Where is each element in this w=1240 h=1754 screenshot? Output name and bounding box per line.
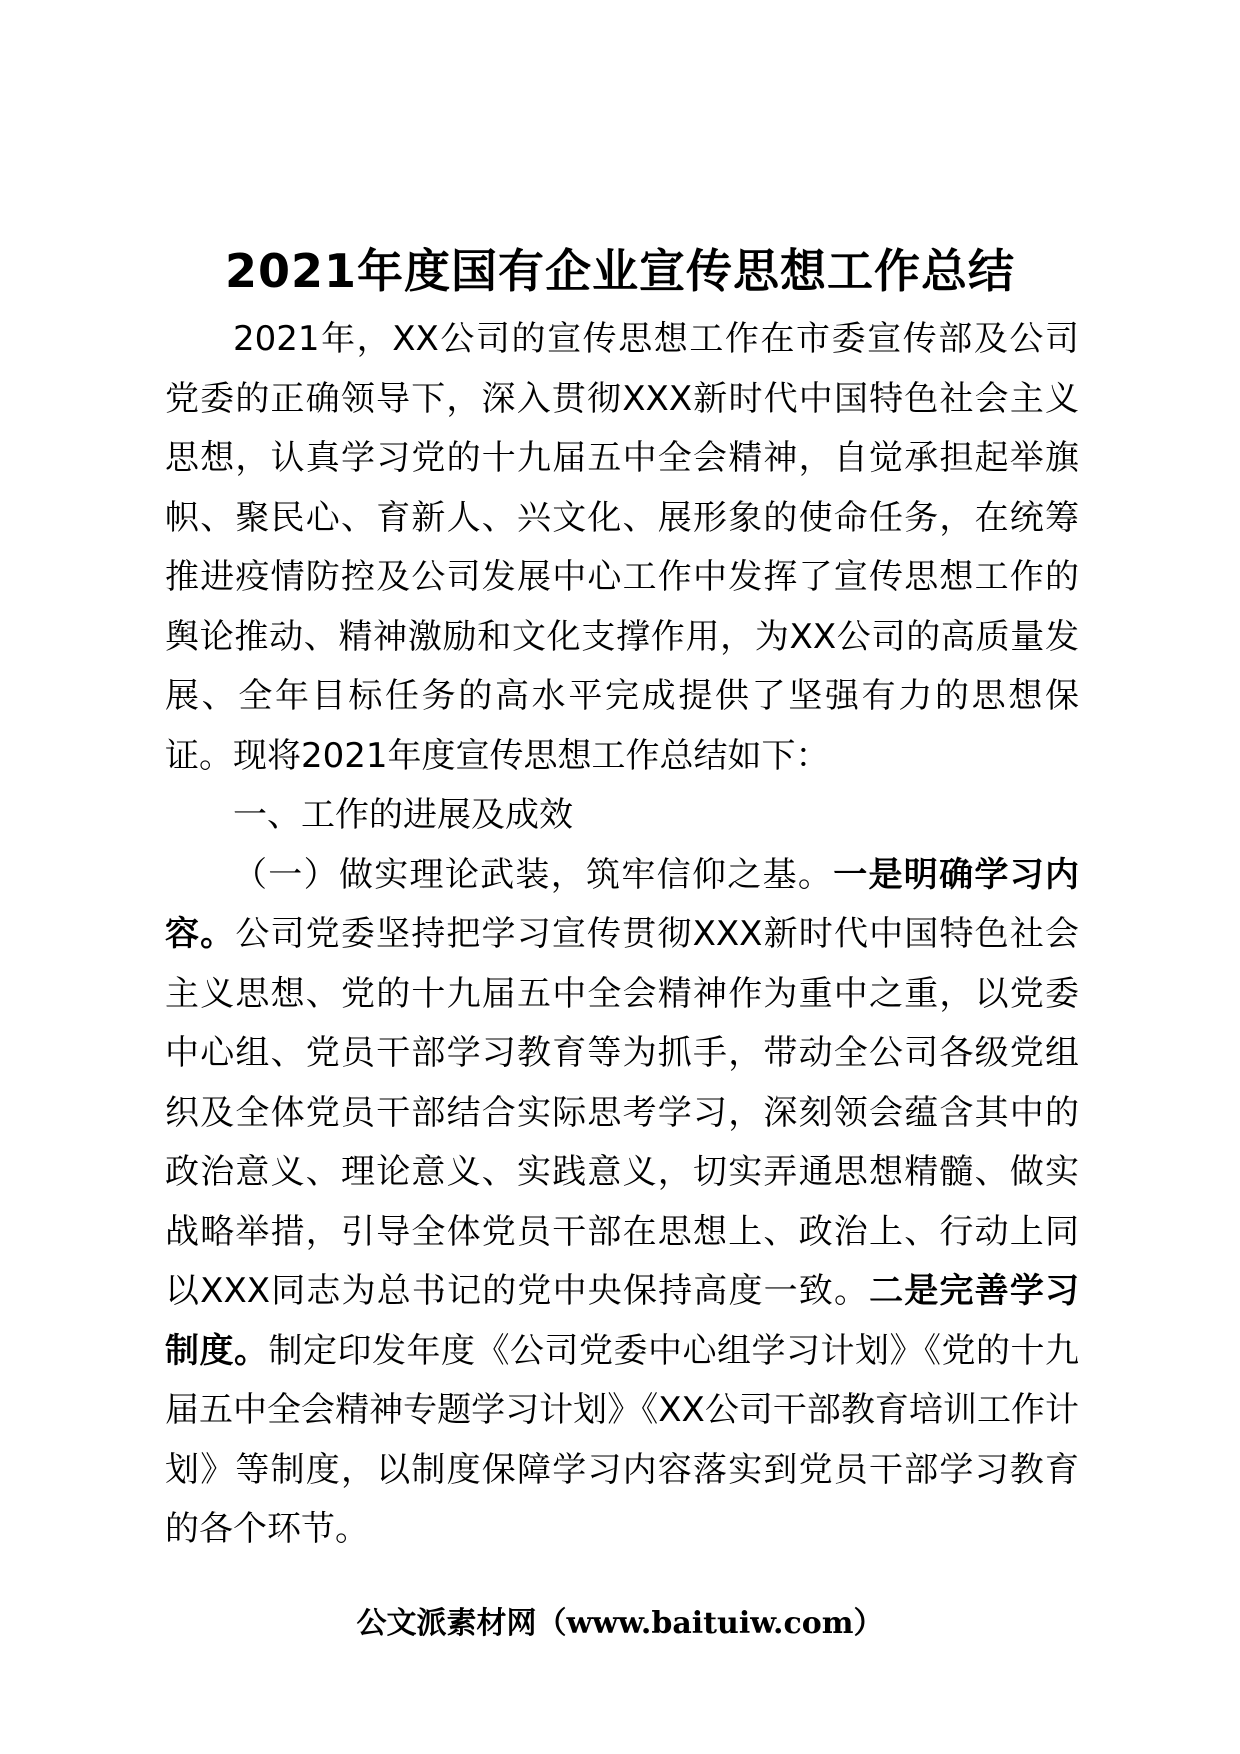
document-title: 2021年度国有企业宣传思想工作总结 <box>224 243 1016 298</box>
point2-text: 制定印发年度《公司党委中心组学习计划》《党的十九届五中全会精神专题学习计划》《XX公司干部教育培训工作计划》等制度，以制度保障学习内容落实到党员干部学习教育的各个环节。 <box>165 1330 1079 1549</box>
document-body <box>165 310 1079 1560</box>
point1-text: 公司党委坚持把学习宣传贯彻XXX新时代中国特色社会主义思想、党的十九届五中全会精神作为重中之重，以党委中心组、党员干部学习教育等为抓手，带动全公司各级党组织及全体党员干部结合实际思考学习，深刻领会蕴含其中的政治意义、理论意义、实践意义，切实弄通思想精髓、做实战略举措，引导全体党员干部在思想上、政治上、行动上同以XXX同志为总书记的党中央保持高度一致。 <box>165 914 1079 1311</box>
point1-title: 一是明确学习内容。 <box>165 854 1080 954</box>
subsection-lead: （一）做实理论武装，筑牢信仰之基。 <box>233 854 834 895</box>
intro-paragraph: 2021年，XX公司的宣传思想工作在市委宣传部及公司党委的正确领导下，深入贯彻XXX新时代中国特色社会主义思想，认真学习党的十九届五中全会精神，自觉承担起举旗帜、聚民心、育新人、兴文化、展形象的使命任务，在统筹推进疫情防控及公司发展中心工作中发挥了宣传思想工作的舆论推动、精神激励和文化支撑作用，为XX公司的高质量发展、全年目标任务的高水平完成提供了坚强有力的思想保证。现将2021年度宣传思想工作总结如下： <box>165 319 1079 776</box>
subsection-paragraph <box>165 846 1079 1560</box>
point2-title: 二是完善学习制度。 <box>165 1271 1079 1371</box>
section-heading: 一、工作的进展及成效 <box>233 795 573 835</box>
footer-watermark: 公文派素材网（www.baituiw.com） <box>356 1606 884 1641</box>
